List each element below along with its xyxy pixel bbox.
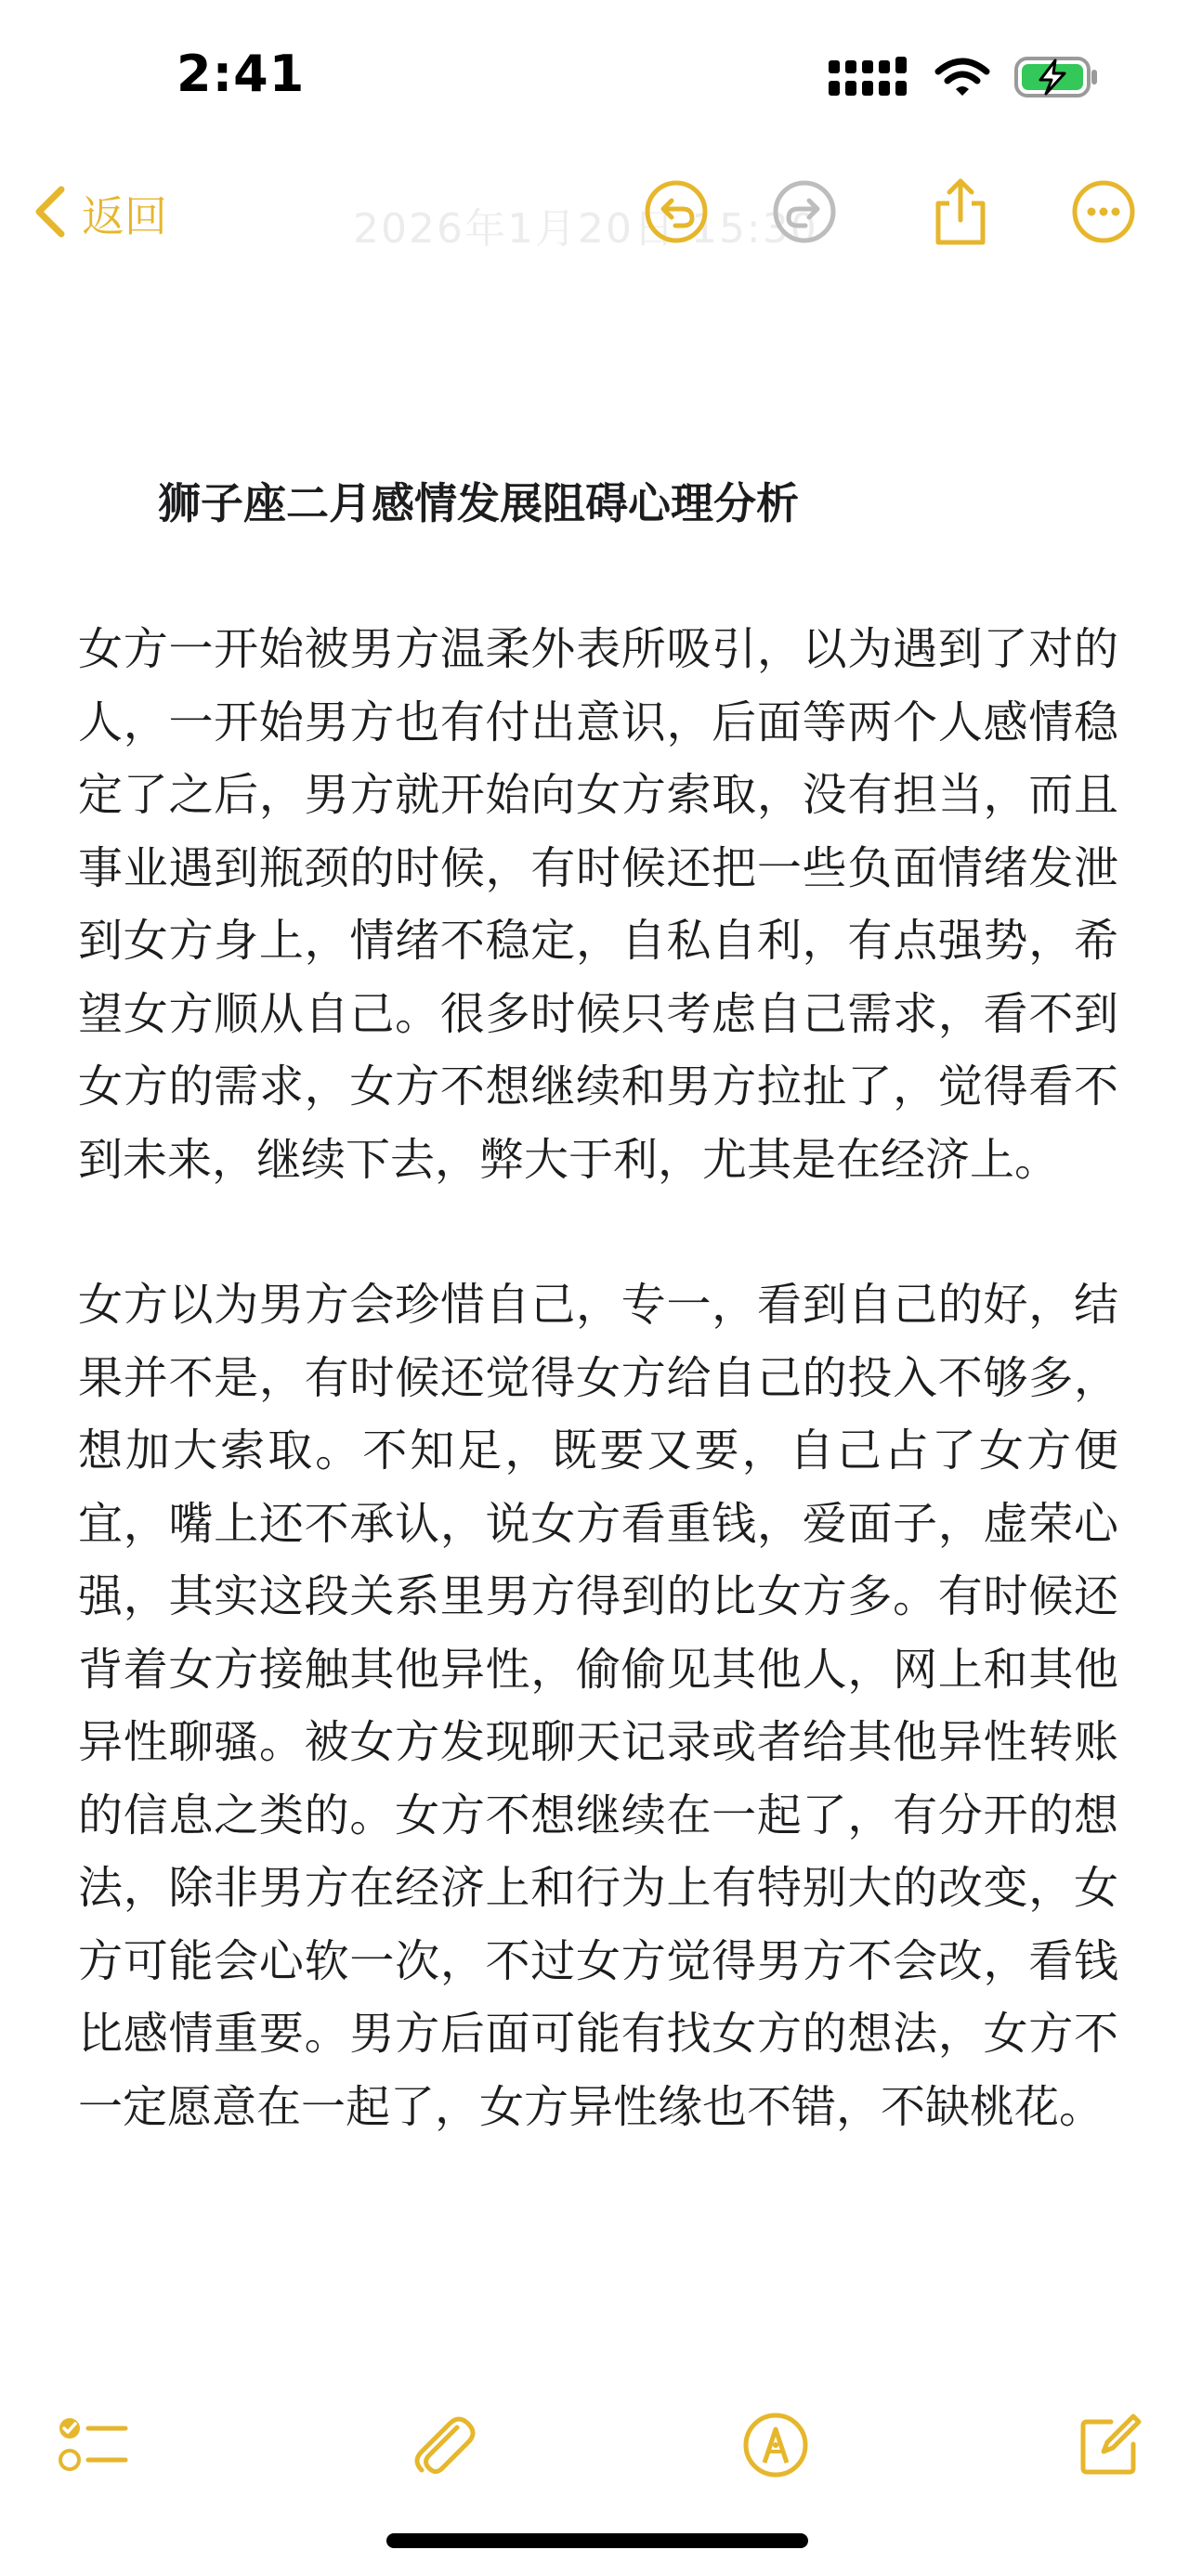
wifi-icon (934, 57, 990, 101)
chevron-left-icon (32, 184, 69, 243)
status-icons (829, 56, 1100, 102)
checklist-button[interactable] (52, 2405, 136, 2489)
compose-icon (1076, 2411, 1144, 2483)
note-paragraph: 女方以为男方会珍惜自己，专一，看到自己的好，结果并不是，有时候还觉得女方给自己的投入不够多，想加大索取。不知足，既要又要，自己占了女方便宜，嘴上还不承认，说女方看重钱，爱面子，虚荣心强，其实这段关系里男方得到的比女方多。有时候还背着女方接触其他异性，偷偷见其他人，网上和其他异性聊骚。被女方发现聊天记录或者给其他异性转账的信息之类的。女方不想继续在一起了，有分开的想法，除非男方在经济上和行为上有特别大的改变，女方可能会心软一次，不过女方觉得男方不会改，看钱比感情重要。男方后面可能有找女方的想法，女方不一定愿意在一起了，女方异性缘也不错，不缺桃花。 (78, 1279, 1118, 2133)
more-options-button[interactable] (1066, 176, 1141, 251)
note-date-faded: 2026年1月20日 15:30 (353, 205, 818, 253)
undo-icon (644, 179, 709, 248)
title-spacer (78, 552, 1118, 613)
undo-button[interactable] (639, 176, 713, 251)
home-indicator[interactable] (386, 2533, 808, 2548)
redo-button[interactable] (767, 176, 842, 251)
battery-charging-icon (1014, 56, 1100, 102)
attachment-button[interactable] (401, 2405, 485, 2489)
note-body[interactable] (78, 455, 1118, 2143)
pen-tip-circle-icon (741, 2411, 810, 2483)
note-title: 狮子座二月感情发展阻碍心理分析 (158, 478, 799, 528)
share-button[interactable] (923, 176, 998, 251)
compose-button[interactable] (1068, 2405, 1152, 2489)
ellipsis-circle-icon (1071, 179, 1136, 248)
nav-bar (0, 167, 1189, 260)
markup-button[interactable] (734, 2405, 817, 2489)
checklist-icon (57, 2412, 131, 2482)
note-paragraph: 女方一开始被男方温柔外表所吸引，以为遇到了对的人，一开始男方也有付出意识，后面等两个人感情稳定了之后，男方就开始向女方索取，没有担当，而且事业遇到瓶颈的时候，有时候还把一些负面情绪发泄到女方身上，情绪不稳定，自私自利，有点强势，希望女方顺从自己。很多时候只考虑自己需求，看不到女方的需求，女方不想继续和男方拉扯了，觉得看不到未来，继续下去，弊大于利，尤其是在经济上。 (78, 623, 1118, 1186)
paperclip-icon (409, 2411, 477, 2483)
back-label: 返回 (82, 191, 167, 241)
status-time: 2:41 (176, 45, 306, 103)
status-bar (0, 0, 1189, 149)
paragraph-spacer (78, 1196, 1118, 1268)
cellular-signal-icon (829, 57, 910, 101)
back-button[interactable] (32, 176, 167, 251)
bottom-toolbar (0, 2396, 1189, 2498)
share-icon (931, 177, 990, 250)
redo-icon (772, 179, 837, 248)
